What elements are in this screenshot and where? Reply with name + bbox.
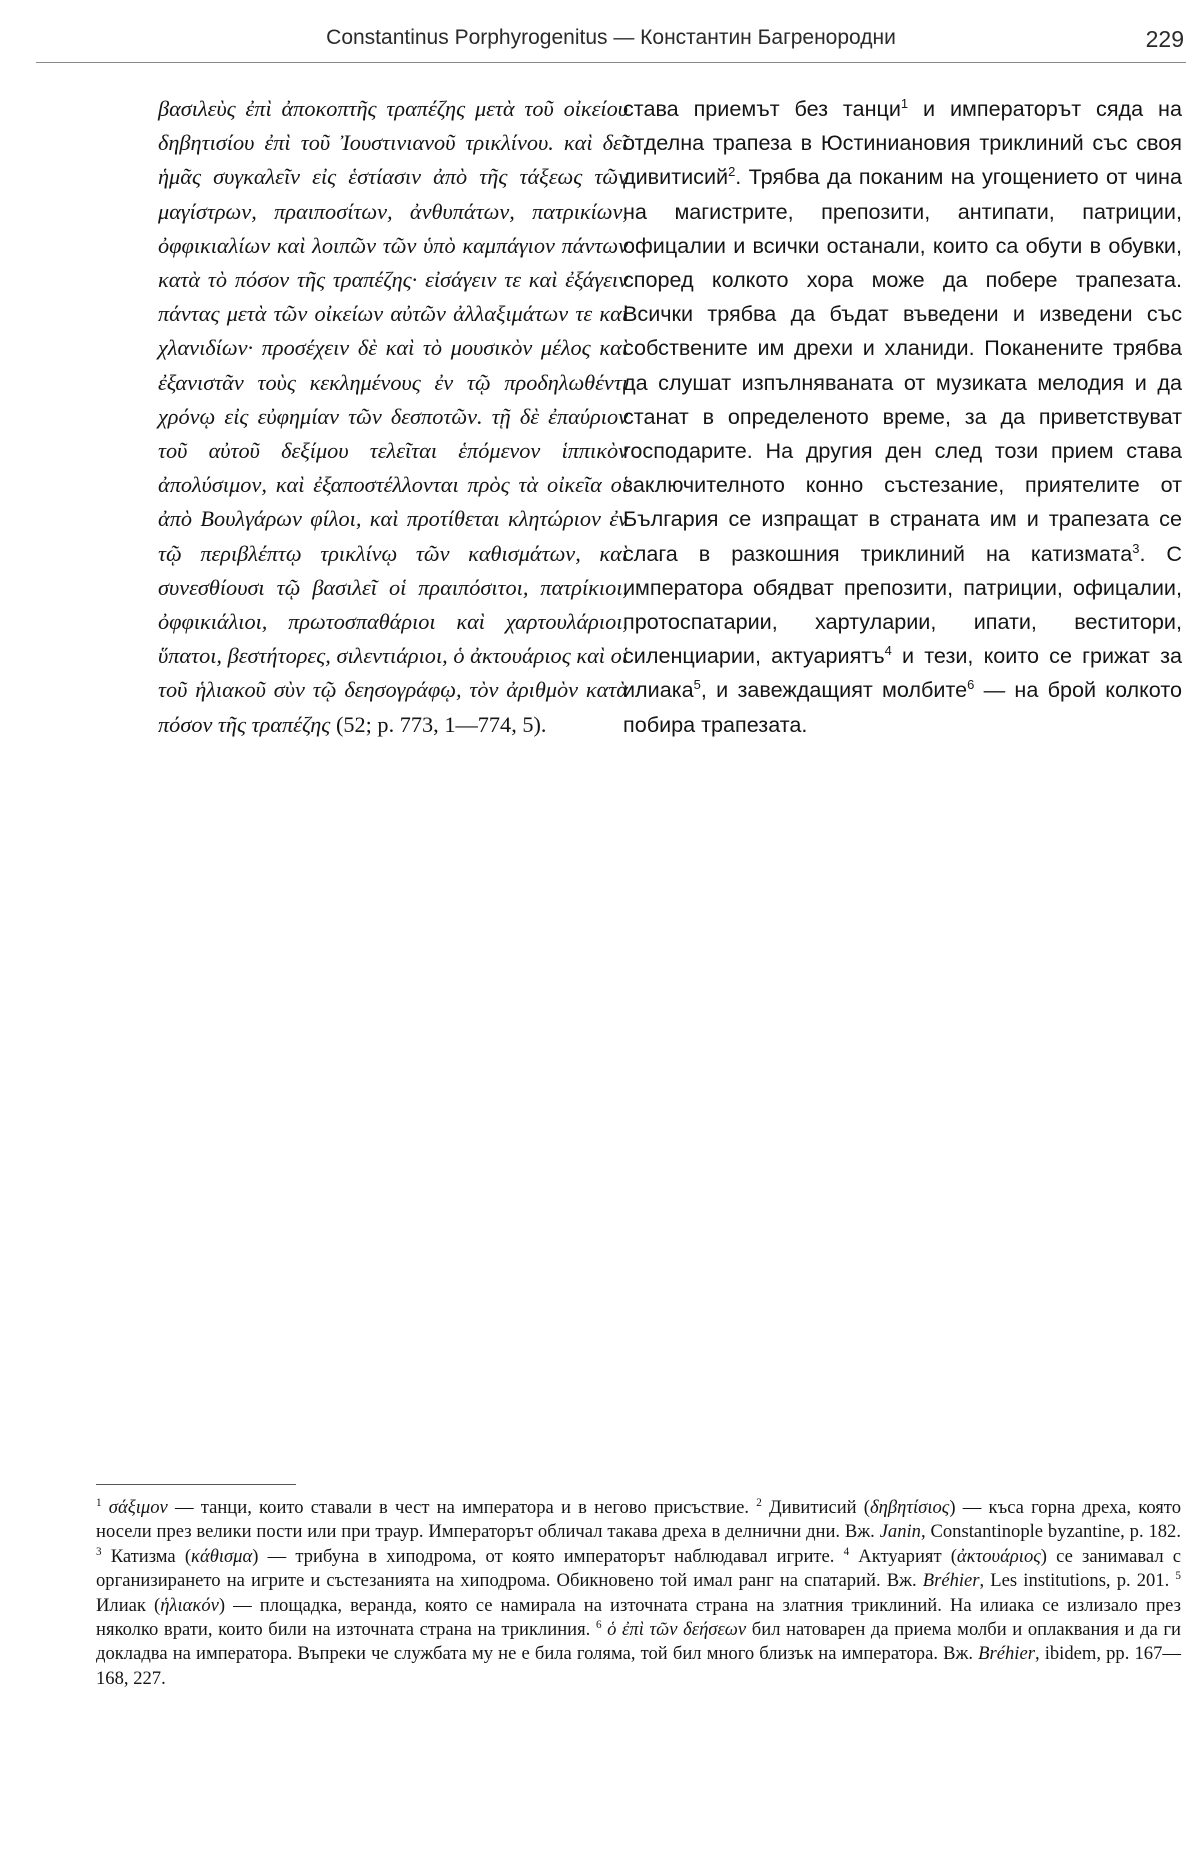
footnote-text: Катизма ( [101,1545,192,1567]
translation-text: — на брой колкото побира трапезата. [623,677,1182,737]
footnote-number-6: 6 [595,1618,602,1631]
footnote-author: Janin [879,1521,921,1543]
footnote-number-1: 1 [96,1496,102,1509]
greek-text-column [158,92,628,742]
footnote-text: Илиак ( [96,1594,161,1616]
footnote-term: κάθισμα [191,1545,253,1567]
bulgarian-translation-column [623,92,1182,742]
footnote-term: ἡλιακόν [160,1594,219,1616]
running-title: Constantinus Porphyrogenitus — Константин Багренородни [326,26,896,49]
footnote-ref-5[interactable]: 5 [693,677,701,693]
footnote-number-3: 3 [96,1545,102,1558]
footnote-text: бил натоварен да приема молби и оплаквания и да ги докладва на императора. Въпреки че службата му не е била голяма, той бил много близък на императора. Вж. [96,1619,1181,1665]
footnote-number-2: 2 [756,1496,762,1509]
footnote-author: Bréhier [922,1570,980,1592]
footnote-text: , ibidem, pp. 167—168, 227. [96,1643,1181,1689]
footnote-ref-3[interactable]: 3 [1132,540,1140,556]
page-header [36,22,1186,63]
footnote-separator [96,1484,296,1485]
greek-text: βασιλεὺς ἐπὶ ἀποκοπτῆς τραπέζης μετὰ τοῦ οἰκείου δηβητισίου ἐπὶ τοῦ Ἰουστινιανοῦ τρικλίνου. καὶ δεῖ ἡμᾶς συγκαλεῖν εἰς ἑστίασιν ἀπὸ τῆς τάξεως τῶν μαγίστρων, πραιποσίτων, ἀνθυπάτων, πατρικίων, ὀφφικιαλίων καὶ λοιπῶν τῶν ὑπὸ καμπάγιον πάντων κατὰ τὸ πόσον τῆς τραπέζης· εἰσάγειν τε καὶ ἐξάγειν πάντας μετὰ τῶν οἰκείων αὐτῶν ἀλλαξιμάτων τε καὶ χλανιδίων· προσέχειν δὲ καὶ τὸ μουσικὸν μέλος καὶ ἐξανιστᾶν τοὺς κεκλημένους ἐν τῷ προδηλωθέντι χρόνῳ εἰς εὐφημίαν τῶν δεσποτῶν. τῇ δὲ ἐπαύριον τοῦ αὐτοῦ δεξίμου τελεῖται ἑπόμενον ἱππικὸν ἀπολύσιμον, καὶ ἐξαποστέλλονται πρὸς τὰ οἰκεῖα οἱ ἀπὸ Βουλγάρων φίλοι, καὶ προτίθεται κλητώριον ἐν τῷ περιβλέπτῳ τρικλίνῳ τῶν καθισμάτων, καὶ συνεσθίουσι τῷ βασιλεῖ οἱ πραιπόσιτοι, πατρίκιοι, ὀφφικιάλιοι, πρωτοσπαθάριοι καὶ χαρτουλάριοι, ὕπατοι, βεστήτορες, σιλεντιάριοι, ὁ ἀκτουάριος καὶ οἱ τοῦ ἡλιακοῦ σὺν τῷ δεησογράφῳ, τὸν ἀριθμὸν κατὰ πόσον τῆς τραπέζης [158,96,628,737]
footnote-text: , Les institutions, p. 201. [979,1570,1176,1592]
greek-citation: (52; p. 773, 1—774, 5). [335,711,547,737]
footnote-text: ) се занимавал с организирането на игрите и състезанията на хиподрома. Обикновено той имал ранг на спатарий. Вж. [96,1545,1181,1592]
footnote-text: Дивитисий ( [761,1497,870,1518]
footnote-author: Bréhier [978,1643,1035,1665]
footnote-term: ἀκτουάριος [956,1545,1041,1567]
translation-text: и тези, които се грижат за илиака [623,643,1182,703]
footnote-text: ) — площадка, веранда, която се намирала на източната страна на златния триклиний. На илиака се излизало през няколко врати, които били на източната страна на триклиния. [96,1594,1181,1641]
footnote-ref-4[interactable]: 4 [884,643,892,659]
footnote-term: ὁ ἐπὶ τῶν δεήσεων [607,1619,747,1641]
translation-text: , и завеждащият молбите [700,677,968,703]
translation-text: става приемът без танци [623,96,901,121]
footnote-term: δηβητίσιος [870,1497,950,1518]
footnotes-block [96,1496,1181,1691]
footnote-text: , Constantinople byzantine, p. 182. [920,1521,1181,1543]
translation-text: . С императора обядват препозити, патриции, офицалии, протоспатарии, хартуларии, ипати, веститори, силенциарии, актуариятъ [623,540,1183,669]
footnote-text: — танци, които ставали в чест на императора и в негово присъствие. [167,1497,757,1518]
footnote-text: Актуарият ( [849,1545,957,1567]
footnote-text: ) — трибуна в хиподрома, от която императорът наблюдавал игрите. [252,1545,844,1567]
footnote-number-5: 5 [1175,1570,1181,1583]
translation-text: и императорът сяда на отделна трапеза в Юстиниановия триклиний със своя дивитисий [623,96,1182,190]
footnote-text: ) — къса горна дреха, която носели през велики пости или при траур. Императорът обличал такава дреха в делнични дни. Вж. [96,1497,1181,1543]
footnote-number-4: 4 [843,1545,850,1558]
footnote-ref-6[interactable]: 6 [967,677,975,693]
page-number: 229 [1145,26,1184,52]
footnote-ref-1[interactable]: 1 [900,95,909,111]
footnote-term: σάξιμον [108,1497,168,1518]
translation-text: . Трябва да поканим на угощението от чина на магистрите, препозити, антипати, патриции, офицалии и всички останали, които са обути в обувки, според колкото хора може да побере трапезата. Всички трябва да бъдат въведени и изведени със собствените им дрехи и хланиди. Поканените трябва да слушат изпълняваната от музиката мелодия и да станат в определеното време, за да приветствуват господарите. На другия ден след този прием става заключителното конно състезание, приятелите от България се изпращат в страната им и трапезата се слага в разкошния триклиний на катизмата [623,164,1182,566]
footnote-ref-2[interactable]: 2 [728,164,736,180]
